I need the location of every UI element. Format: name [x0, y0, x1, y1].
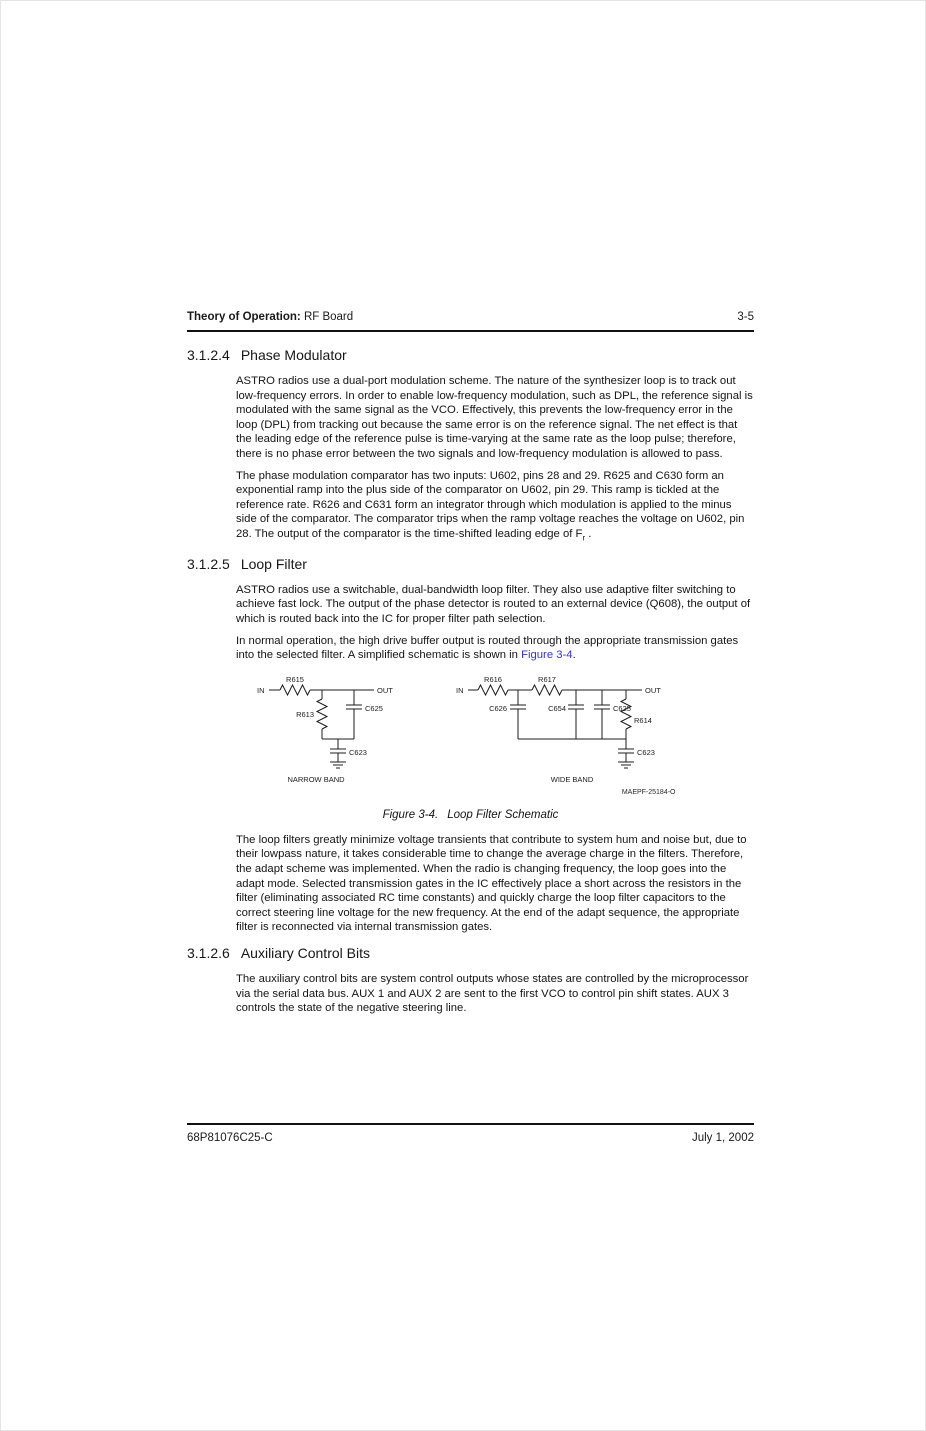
- header-title-rest: RF Board: [303, 311, 354, 323]
- section-number: 3.1.2.6: [187, 944, 230, 961]
- label-c623: C623: [348, 747, 367, 757]
- section-title: Phase Modulator: [240, 347, 347, 363]
- wide-out-label: OUT: [644, 685, 661, 695]
- wide-in-label: IN: [455, 685, 463, 695]
- resistor-r613-symbol: [317, 699, 327, 729]
- subscript-r: r: [582, 533, 586, 543]
- figure-caption-label: Figure 3-4.: [382, 808, 439, 821]
- section-heading-loop-filter: [187, 556, 754, 573]
- figure-caption-title: Loop Filter Schematic: [447, 808, 559, 821]
- wide-band-circuit: [456, 675, 661, 784]
- loop-filter-schematic: [256, 675, 686, 787]
- label-c626: C626: [488, 703, 507, 713]
- paragraph-text: The phase modulation comparator has two inputs: U602, pins 28 and 29. R625 and C630 form an exponential ramp into the plus side of the comparator on U602, pin 29. This ramp is tickled at the reference rate. R626 and C631 form an integrator through which modulation is applied to the minus side of the comparator. The comparator trips when the ramp voltage reaches the voltage on U602, pin 28. The output of the comparator is the time-shifted leading edge of F: [236, 469, 745, 540]
- section-heading-phase-modulator: [187, 347, 754, 364]
- narrow-in-label: IN: [256, 685, 264, 695]
- schematic-box: [256, 675, 686, 796]
- label-r614: R614: [633, 715, 652, 725]
- narrow-band-label: NARROW BAND: [286, 774, 345, 784]
- label-r615: R615: [285, 674, 304, 684]
- section-title: Auxiliary Control Bits: [240, 944, 370, 961]
- paragraph: The auxiliary control bits are system control outputs whose states are controlled by the microprocessor via the serial data bus. AUX 1 and AUX 2 are sent to the first VCO to control pin shift states. AUX 3 controls the state of the negative steering line.: [236, 972, 749, 1015]
- paragraph: [236, 634, 754, 663]
- paragraph-text: In normal operation, the high drive buffer output is routed through the appropriate transmission gates into the selected filter. A simplified schematic is shown in: [236, 634, 739, 662]
- label-c625-wide: C625: [612, 703, 631, 713]
- page-footer: [187, 1123, 754, 1144]
- paragraph: [236, 469, 754, 546]
- resistor-r615-symbol: [280, 685, 310, 695]
- footer-date: July 1, 2002: [691, 1132, 754, 1144]
- resistor-r616-symbol: [478, 685, 508, 695]
- section-number: 3.1.2.5: [187, 555, 230, 572]
- header-title: [187, 311, 353, 323]
- label-c625: C625: [364, 703, 383, 713]
- section-number: 3.1.2.4: [187, 347, 230, 363]
- label-r613: R613: [295, 709, 314, 719]
- page-number: 3-5: [737, 311, 754, 323]
- page-content: [187, 347, 754, 1023]
- section-title: Loop Filter: [240, 555, 307, 572]
- figure-3-4-link[interactable]: Figure 3-4: [521, 649, 573, 662]
- label-r617: R617: [537, 674, 556, 684]
- loop-filter-figure: [187, 675, 754, 821]
- paragraph-text: .: [572, 649, 576, 662]
- wide-band-label: WIDE BAND: [550, 774, 593, 784]
- paragraph-text: .: [585, 527, 592, 540]
- paragraph: ASTRO radios use a switchable, dual-bandwidth loop filter. They also use adaptive filter switching to achieve fast lock. The output of the phase detector is routed to an external device (Q608), the output of which is routed back into the IC for proper filter path selection.: [236, 583, 751, 625]
- figure-caption: [187, 809, 754, 821]
- narrow-out-label: OUT: [376, 685, 393, 695]
- label-c654: C654: [547, 703, 566, 713]
- resistor-r617-symbol: [532, 685, 562, 695]
- figure-watermark: MAEPF-25184-O: [621, 788, 676, 796]
- narrow-band-circuit: [257, 675, 393, 784]
- header-title-bold: Theory of Operation:: [187, 311, 301, 323]
- paragraph: The loop filters greatly minimize voltage transients that contribute to system hum and noise but, due to their lowpass nature, it takes considerable time to change the average charge in the filters. Therefore, the adapt scheme was implemented. When the radio is changing frequency, the loop goes into the adapt mode. Selected transmission gates in the IC effectively place a short across the resistors in the filter (eliminating associated RC time constants) and quickly charge the loop filter capacitors to the correct steering line voltage for the new frequency. At the end of the adapt sequence, the appropriate filter is reconnected via internal transmission gates.: [236, 833, 747, 934]
- page-header: [187, 311, 754, 332]
- label-c623-wide: C623: [636, 747, 655, 757]
- paragraph: ASTRO radios use a dual-port modulation scheme. The nature of the synthesizer loop is to track out low-frequency errors. In order to enable low-frequency modulation, such as DPL, the reference signal is modulated with the same signal as the VCO. Effectively, this prevents the low-frequency error in the loop (DPL) from tracking out because the same error is on the reference signal. The net effect is that the leading edge of the reference pulse is time-varying at the same rate as the loop pulse; therefore, there is no phase error between the two signals and low-frequency modulation is allowed to pass.: [236, 375, 753, 460]
- section-heading-auxiliary-control-bits: [187, 945, 754, 962]
- label-r616: R616: [483, 674, 502, 684]
- footer-part-number: 68P81076C25-C: [187, 1132, 273, 1144]
